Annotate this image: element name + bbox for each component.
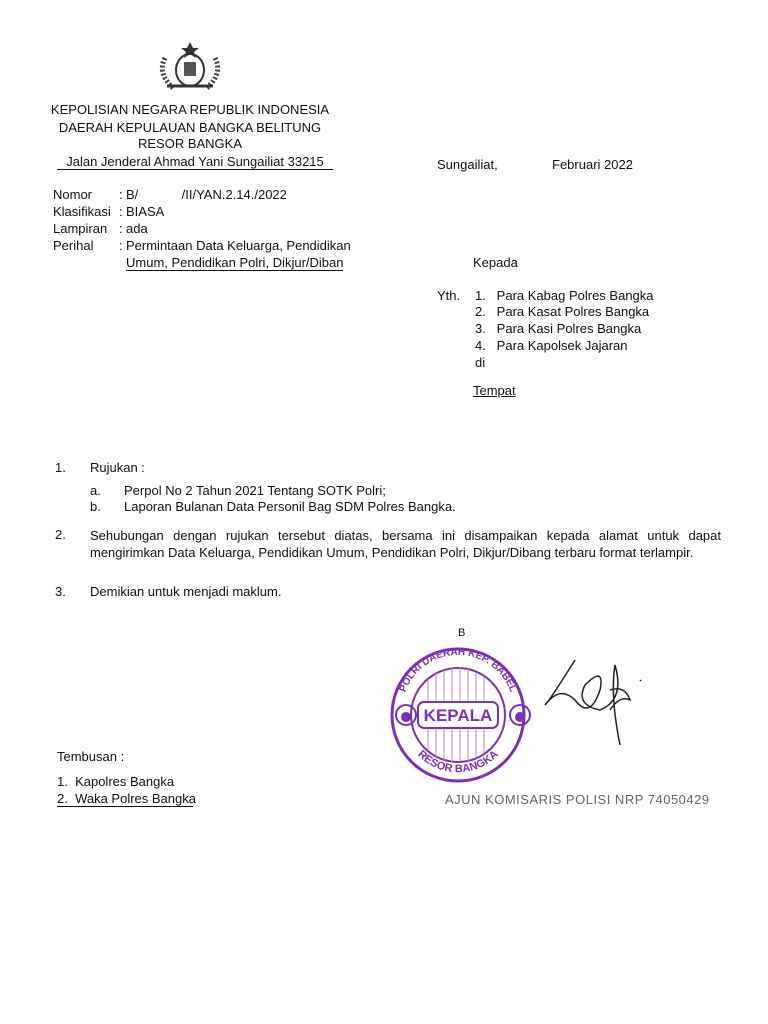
meta-perihal-label: Perihal bbox=[53, 238, 94, 253]
para-demikian: Demikian untuk menjadi maklum. bbox=[90, 584, 282, 599]
para-number: 1. bbox=[55, 460, 66, 475]
tembusan-title: Tembusan : bbox=[57, 749, 125, 764]
recipient-item: 1. Para Kabag Polres Bangka bbox=[475, 288, 654, 303]
meta-lampiran-label: Lampiran bbox=[53, 221, 108, 236]
meta-klasifikasi-label: Klasifikasi bbox=[53, 204, 111, 219]
police-emblem-logo bbox=[155, 38, 225, 93]
letter-place: Sungailiat, bbox=[437, 157, 498, 172]
meta-sep: : bbox=[119, 221, 123, 236]
org-name: KEPOLISIAN NEGARA REPUBLIK INDONESIA bbox=[50, 102, 330, 117]
recipient-item: 2. Para Kasat Polres Bangka bbox=[475, 304, 650, 319]
meta-perihal-value: Permintaan Data Keluarga, Pendidikan bbox=[126, 238, 351, 253]
meta-klasifikasi-value: BIASA bbox=[126, 204, 165, 219]
org-address: Jalan Jenderal Ahmad Yani Sungailiat 33215 bbox=[57, 154, 333, 170]
official-stamp bbox=[388, 645, 538, 785]
org-unit: RESOR BANGKA bbox=[137, 136, 243, 151]
org-region: DAERAH KEPULAUAN BANGKA BELITUNG bbox=[58, 120, 322, 135]
para-sehubungan: Sehubungan dengan rujukan tersebut diatas, bersama ini disampaikan kepada alamat untuk dapat mengirimkan Data Keluarga, Pendidikan Umum, Pendidikan Polri, Dikjur/Dibang terbaru format terlampir. bbox=[90, 528, 721, 560]
letter-date: Februari 2022 bbox=[552, 157, 633, 172]
cc-item: 1. Kapolres Bangka bbox=[57, 774, 175, 789]
meta-sep: : bbox=[119, 238, 123, 253]
signatory-rank: AJUN KOMISARIS POLISI NRP 74050429 bbox=[445, 792, 710, 807]
ref-item: Laporan Bulanan Data Personil Bag SDM Polres Bangka. bbox=[124, 499, 456, 514]
stamp-top-text: POLRI DAERAH KEP. BABEL bbox=[397, 646, 519, 694]
meta-sep: : bbox=[119, 204, 123, 219]
meta-lampiran-value: ada bbox=[126, 221, 148, 236]
meta-perihal-value-2: Umum, Pendidikan Polri, Dikjur/Diban bbox=[126, 255, 344, 270]
svg-text:POLRI DAERAH KEP. BABEL bbox=[398, 647, 519, 694]
yth-label: Yth. bbox=[437, 288, 461, 303]
meta-sep: : bbox=[119, 187, 123, 202]
tempat-label: Tempat bbox=[473, 383, 516, 398]
meta-nomor-value: B/ /II/YAN.2.14./2022 bbox=[126, 187, 287, 202]
di-label: di bbox=[475, 355, 486, 370]
recipient-item: 3. Para Kasi Polres Bangka bbox=[475, 321, 642, 336]
meta-nomor-label: Nomor bbox=[53, 187, 93, 202]
cc-item: 2. Waka Polres Bangka bbox=[57, 791, 196, 806]
kepada-label: Kepada bbox=[473, 255, 518, 270]
handwritten-signature bbox=[540, 650, 670, 750]
signature-initial: B bbox=[458, 627, 466, 639]
para-number: 3. bbox=[55, 584, 66, 599]
stamp-center-text: KEPALA bbox=[423, 706, 493, 725]
recipient-item: 4. Para Kapolsek Jajaran bbox=[475, 338, 628, 353]
stamp-bottom-text: RESOR BANGKA bbox=[415, 748, 501, 776]
ref-number: b. bbox=[90, 499, 101, 514]
ref-item: Perpol No 2 Tahun 2021 Tentang SOTK Polri; bbox=[124, 483, 386, 498]
para-rujukan: Rujukan : bbox=[90, 460, 145, 475]
para-number: 2. bbox=[55, 527, 66, 542]
ref-number: a. bbox=[90, 483, 101, 498]
